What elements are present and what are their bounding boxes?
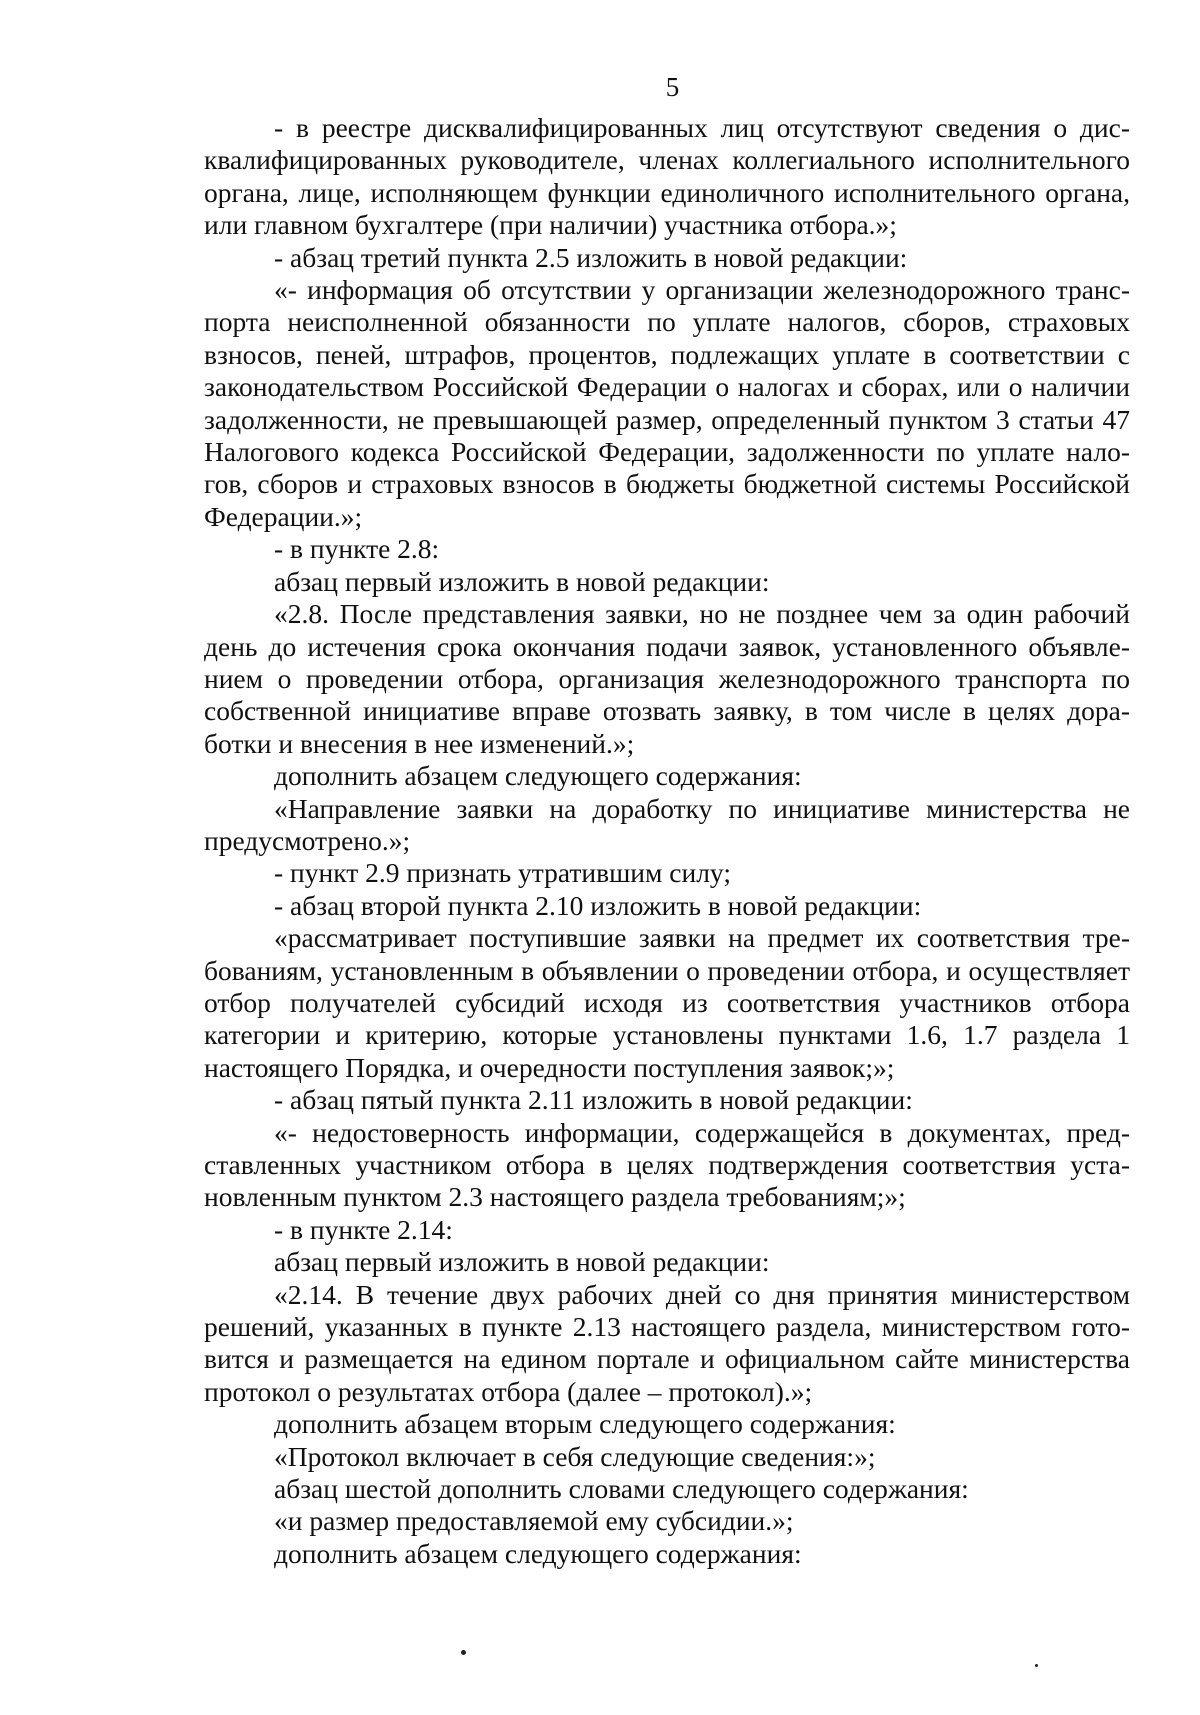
scan-speck [1035, 1664, 1038, 1667]
document-body [204, 112, 1130, 1570]
paragraph-3: «- информация об отсутствии у организации железнодорожного транспорта неисполненной обязанности по уплате налогов, сборов, страховых взносов, пеней, штрафов, процентов, подлежащих уплате в соответствии с законодательством Российской Федерации о налогах и сборах, или о наличии задолженности, не превышающей размер, определенный пунктом 3 статьи 47 Налогового кодекса Российской Федерации, задолженности по уплате налогов, сборов и страховых взносов в бюджеты бюджетной системы Российской Федерации.»; [204, 274, 1130, 532]
paragraph-19: абзац шестой дополнить словами следующего содержания: [274, 1473, 969, 1505]
paragraph-17: дополнить абзацем вторым следующего содержания: [274, 1408, 896, 1440]
paragraph-6: «2.8. После представления заявки, но не позднее чем за один рабочий день до истечения срока окончания подачи заявок, установленного объявлением о проведении отбора, организация железнодорожного транспорта по собственной инициативе вправе отозвать заявку, в том числе в целях доработки и внесения в нее изменений.»; [204, 598, 1130, 759]
paragraph-15: абзац первый изложить в новой редакции: [274, 1246, 770, 1278]
paragraph-18: «Протокол включает в себя следующие сведения:»; [274, 1440, 876, 1472]
scan-speck [461, 1650, 466, 1655]
paragraph-10: - абзац второй пункта 2.10 изложить в новой редакции: [274, 889, 922, 921]
paragraph-1: - в реестре дисквалифицированных лиц отсутствуют сведения о дисквалифицированных руководителе, членах коллегиального исполнительного органа, лице, исполняющем функции единоличного исполнительного органа, или главном бухгалтере (при наличии) участника отбора.»; [204, 112, 1130, 241]
paragraph-4: - в пункте 2.8: [274, 533, 440, 565]
paragraph-13: «- недостоверность информации, содержащейся в документах, представленных участником отбора в целях подтверждения соответствия установленным пунктом 2.3 настоящего раздела требованиям;»; [204, 1116, 1130, 1213]
paragraph-12: - абзац пятый пункта 2.11 изложить в новой редакции: [274, 1084, 913, 1116]
paragraph-2: - абзац третий пункта 2.5 изложить в новой редакции: [274, 241, 908, 273]
paragraph-7: дополнить абзацем следующего содержания: [274, 760, 802, 792]
paragraph-8: «Направление заявки на доработку по инициативе министерства не предусмотрено.»; [204, 792, 1130, 856]
paragraph-5: абзац первый изложить в новой редакции: [274, 565, 770, 597]
paragraph-14: - в пункте 2.14: [274, 1213, 453, 1245]
paragraph-11: «рассматривает поступившие заявки на предмет их соответствия требованиям, установленным в объявлении о проведении отбора, и осуществляет отбор получателей субсидий исходя из соответствия участников отбора категории и критерию, которые установлены пунктами 1.6, 1.7 раздела 1 настоящего Порядка, и очередности поступления заявок;»; [204, 922, 1130, 1083]
paragraph-16: «2.14. В течение двух рабочих дней со дня принятия министерством решений, указанных в пункте 2.13 настоящего раздела, министерством готовится и размещается на едином портале и официальном сайте министерства протокол о результатах отбора (далее – протокол).»; [204, 1278, 1130, 1407]
paragraph-20: «и размер предоставляемой ему субсидии.»; [274, 1505, 794, 1537]
paragraph-9: - пункт 2.9 признать утратившим силу; [274, 857, 731, 889]
page-number: 5 [665, 72, 680, 102]
paragraph-21: дополнить абзацем следующего содержания: [274, 1537, 802, 1569]
